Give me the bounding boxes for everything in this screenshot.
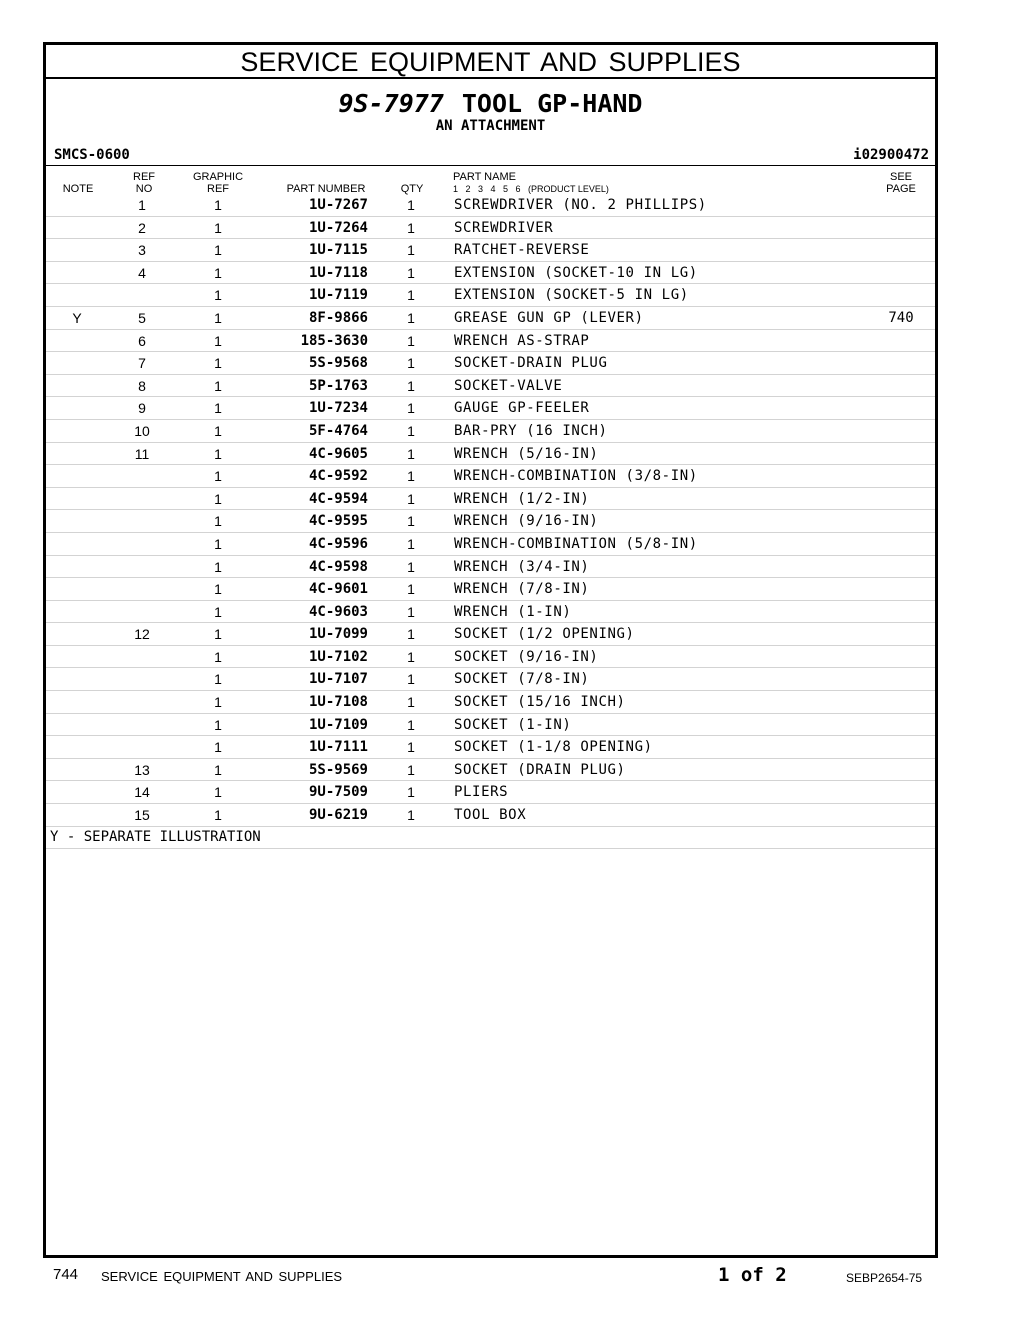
row-graphic-ref: 1 xyxy=(214,581,222,598)
row-part-number: 5F-4764 xyxy=(308,422,368,439)
row-qty: 1 xyxy=(407,490,415,507)
row-graphic-ref: 1 xyxy=(214,807,222,824)
row-part-name: TOOL BOX xyxy=(454,807,527,824)
row-graphic-ref: 1 xyxy=(214,784,222,801)
row-graphic-ref: 1 xyxy=(214,739,222,756)
row-qty: 1 xyxy=(407,355,415,372)
table-row xyxy=(46,375,935,398)
table-row xyxy=(46,781,935,804)
table-row xyxy=(46,556,935,579)
header-part-name: PART NAME xyxy=(453,171,516,183)
table-row xyxy=(46,307,935,330)
row-part-number: 9U-6219 xyxy=(308,807,368,824)
row-qty: 1 xyxy=(407,197,415,213)
row-qty: 1 xyxy=(407,309,415,326)
row-qty: 1 xyxy=(407,445,415,462)
row-part-name: WRENCH (3/4-IN) xyxy=(454,558,590,575)
row-graphic-ref: 1 xyxy=(214,671,222,688)
document-ident: i02900472 xyxy=(853,147,929,163)
header-graphic-bottom: REF xyxy=(207,183,229,195)
row-ref-no: 6 xyxy=(138,332,146,349)
table-row xyxy=(46,623,935,646)
row-qty: 1 xyxy=(407,694,415,711)
row-qty: 1 xyxy=(407,377,415,394)
row-part-name: SCREWDRIVER xyxy=(454,219,554,236)
row-part-number: 9U-7509 xyxy=(308,784,368,801)
row-part-number: 1U-7108 xyxy=(308,694,368,711)
row-part-number: 1U-7109 xyxy=(308,716,368,733)
row-qty: 1 xyxy=(407,219,415,236)
row-graphic-ref: 1 xyxy=(214,603,222,620)
row-ref-no: 4 xyxy=(138,264,146,281)
row-graphic-ref: 1 xyxy=(214,761,222,778)
row-part-number: 1U-7264 xyxy=(308,219,368,236)
row-part-number: 4C-9598 xyxy=(308,558,368,575)
row-graphic-ref: 1 xyxy=(214,445,222,462)
row-part-name: SOCKET (7/8-IN) xyxy=(454,671,590,688)
row-part-number: 5S-9569 xyxy=(308,761,368,778)
row-part-number: 1U-7267 xyxy=(308,197,368,213)
row-part-number: 4C-9601 xyxy=(308,581,368,598)
row-note: Y xyxy=(72,309,82,326)
row-part-number: 4C-9605 xyxy=(308,445,368,462)
row-qty: 1 xyxy=(407,648,415,665)
row-part-number: 1U-7111 xyxy=(308,739,368,756)
row-part-name: SOCKET (9/16-IN) xyxy=(454,648,599,665)
row-part-name: SOCKET (1-IN) xyxy=(454,716,572,733)
row-qty: 1 xyxy=(407,287,415,304)
table-row xyxy=(46,239,935,262)
row-ref-no: 11 xyxy=(134,445,150,462)
table-row xyxy=(46,510,935,533)
row-ref-no: 10 xyxy=(134,422,150,439)
header-part-number: PART NUMBER xyxy=(286,183,366,195)
table-row xyxy=(46,646,935,669)
row-part-number: 4C-9594 xyxy=(308,490,368,507)
row-part-name: WRENCH (1/2-IN) xyxy=(454,490,590,507)
table-row xyxy=(46,759,935,782)
row-part-number: 5P-1763 xyxy=(308,377,368,394)
row-graphic-ref: 1 xyxy=(214,513,222,530)
row-part-name: RATCHET-REVERSE xyxy=(454,242,590,259)
row-part-number: 4C-9595 xyxy=(308,513,368,530)
row-part-name: EXTENSION (SOCKET-10 IN LG) xyxy=(454,264,698,281)
footer-document-number: SEBP2654-75 xyxy=(846,1271,923,1285)
row-part-name: WRENCH-COMBINATION (5/8-IN) xyxy=(454,535,698,552)
table-row xyxy=(46,488,935,511)
row-part-name: SCREWDRIVER (NO. 2 PHILLIPS) xyxy=(454,197,707,213)
row-ref-no: 7 xyxy=(138,355,146,372)
row-graphic-ref: 1 xyxy=(214,400,222,417)
row-graphic-ref: 1 xyxy=(214,377,222,394)
row-qty: 1 xyxy=(407,716,415,733)
footnote-text: Y - SEPARATE ILLUSTRATION xyxy=(50,828,261,845)
group-name: TOOL GP-HAND xyxy=(461,89,643,118)
row-graphic-ref: 1 xyxy=(214,626,222,643)
table-row xyxy=(46,194,935,217)
header-divider xyxy=(46,165,935,166)
row-part-name: BAR-PRY (16 INCH) xyxy=(454,422,608,439)
row-graphic-ref: 1 xyxy=(214,197,222,213)
row-part-name: SOCKET (DRAIN PLUG) xyxy=(454,761,626,778)
row-part-name: EXTENSION (SOCKET-5 IN LG) xyxy=(454,287,689,304)
row-qty: 1 xyxy=(407,332,415,349)
table-row xyxy=(46,714,935,737)
header-ref-bottom: NO xyxy=(135,183,153,195)
row-part-number: 8F-9866 xyxy=(308,309,368,326)
header-note: NOTE xyxy=(62,183,94,195)
row-qty: 1 xyxy=(407,558,415,575)
row-part-number: 4C-9596 xyxy=(308,535,368,552)
row-graphic-ref: 1 xyxy=(214,694,222,711)
row-qty: 1 xyxy=(407,603,415,620)
row-graphic-ref: 1 xyxy=(214,287,222,304)
table-row xyxy=(46,601,935,624)
table-row xyxy=(46,217,935,240)
group-part-number: 9S-7977 xyxy=(338,89,444,118)
header-graphic-top: GRAPHIC xyxy=(192,171,244,183)
table-row xyxy=(46,736,935,759)
table-row xyxy=(46,420,935,443)
row-part-name: SOCKET (15/16 INCH) xyxy=(454,694,626,711)
row-graphic-ref: 1 xyxy=(214,716,222,733)
row-ref-no: 2 xyxy=(138,219,146,236)
row-ref-no: 3 xyxy=(138,242,146,259)
footer-page-of: 1 of 2 xyxy=(718,1264,787,1286)
header-ref-top: REF xyxy=(133,171,155,183)
row-graphic-ref: 1 xyxy=(214,558,222,575)
row-graphic-ref: 1 xyxy=(214,355,222,372)
row-qty: 1 xyxy=(407,264,415,281)
row-graphic-ref: 1 xyxy=(214,648,222,665)
row-qty: 1 xyxy=(407,535,415,552)
row-part-number: 1U-7115 xyxy=(308,242,368,259)
row-part-name: WRENCH-COMBINATION (3/8-IN) xyxy=(454,468,698,485)
row-part-name: WRENCH (7/8-IN) xyxy=(454,581,590,598)
row-qty: 1 xyxy=(407,739,415,756)
row-part-name: PLIERS xyxy=(454,784,509,801)
row-graphic-ref: 1 xyxy=(214,490,222,507)
table-row xyxy=(46,443,935,466)
table-row xyxy=(46,397,935,420)
row-graphic-ref: 1 xyxy=(214,219,222,236)
row-qty: 1 xyxy=(407,581,415,598)
row-graphic-ref: 1 xyxy=(214,264,222,281)
row-qty: 1 xyxy=(407,626,415,643)
row-part-name: SOCKET-DRAIN PLUG xyxy=(454,355,608,372)
row-graphic-ref: 1 xyxy=(214,332,222,349)
table-row xyxy=(46,284,935,307)
smcs-code: SMCS-0600 xyxy=(54,147,130,163)
row-qty: 1 xyxy=(407,242,415,259)
row-ref-no: 8 xyxy=(138,377,146,394)
row-part-number: 1U-7234 xyxy=(308,400,368,417)
row-ref-no: 5 xyxy=(138,309,146,326)
row-part-name: GREASE GUN GP (LEVER) xyxy=(454,309,644,326)
row-graphic-ref: 1 xyxy=(214,309,222,326)
row-qty: 1 xyxy=(407,468,415,485)
row-ref-no: 9 xyxy=(138,400,146,417)
table-row xyxy=(46,352,935,375)
section-title: SERVICE EQUIPMENT AND SUPPLIES xyxy=(46,45,935,79)
row-qty: 1 xyxy=(407,784,415,801)
row-part-number: 1U-7107 xyxy=(308,671,368,688)
row-part-number: 5S-9568 xyxy=(308,355,368,372)
table-row xyxy=(46,804,935,827)
row-qty: 1 xyxy=(407,671,415,688)
parts-list xyxy=(46,194,935,849)
row-qty: 1 xyxy=(407,400,415,417)
row-part-name: SOCKET (1/2 OPENING) xyxy=(454,626,635,643)
row-part-name: SOCKET-VALVE xyxy=(454,377,563,394)
row-part-number: 1U-7099 xyxy=(308,626,368,643)
row-part-number: 1U-7102 xyxy=(308,648,368,665)
row-part-number: 1U-7119 xyxy=(308,287,368,304)
row-part-name: GAUGE GP-FEELER xyxy=(454,400,590,417)
row-part-number: 185-3630 xyxy=(300,332,368,349)
footer-page-number: 744 xyxy=(53,1266,79,1283)
row-qty: 1 xyxy=(407,513,415,530)
row-ref-no: 13 xyxy=(134,761,150,778)
table-row xyxy=(46,465,935,488)
header-qty: QTY xyxy=(400,183,424,195)
row-part-number: 4C-9592 xyxy=(308,468,368,485)
row-part-name: WRENCH AS-STRAP xyxy=(454,332,590,349)
row-part-name: WRENCH (5/16-IN) xyxy=(454,445,599,462)
row-part-name: WRENCH (1-IN) xyxy=(454,603,572,620)
row-qty: 1 xyxy=(407,422,415,439)
row-see-page: 740 xyxy=(888,309,914,326)
row-part-name: WRENCH (9/16-IN) xyxy=(454,513,599,530)
parts-page-frame xyxy=(43,42,938,1258)
table-row xyxy=(46,668,935,691)
table-row xyxy=(46,533,935,556)
row-ref-no: 1 xyxy=(138,197,146,213)
row-qty: 1 xyxy=(407,807,415,824)
row-graphic-ref: 1 xyxy=(214,242,222,259)
row-ref-no: 14 xyxy=(134,784,150,801)
table-row xyxy=(46,330,935,353)
table-row xyxy=(46,262,935,285)
row-graphic-ref: 1 xyxy=(214,468,222,485)
footer-section-title: SERVICE EQUIPMENT AND SUPPLIES xyxy=(101,1269,343,1284)
row-part-number: 1U-7118 xyxy=(308,264,368,281)
table-row xyxy=(46,691,935,714)
row-part-name: SOCKET (1-1/8 OPENING) xyxy=(454,739,653,756)
table-row xyxy=(46,578,935,601)
header-see-bottom: PAGE xyxy=(886,183,916,195)
header-product-levels: 1 2 3 4 5 6 (PRODUCT LEVEL) xyxy=(453,184,609,194)
row-qty: 1 xyxy=(407,761,415,778)
row-graphic-ref: 1 xyxy=(214,535,222,552)
row-graphic-ref: 1 xyxy=(214,422,222,439)
row-ref-no: 15 xyxy=(134,807,150,824)
group-title xyxy=(46,89,935,118)
row-ref-no: 12 xyxy=(134,626,150,643)
header-see-top: SEE xyxy=(889,171,912,183)
row-part-number: 4C-9603 xyxy=(308,603,368,620)
group-subtitle: AN ATTACHMENT xyxy=(435,118,546,134)
footnote-row xyxy=(46,827,935,850)
